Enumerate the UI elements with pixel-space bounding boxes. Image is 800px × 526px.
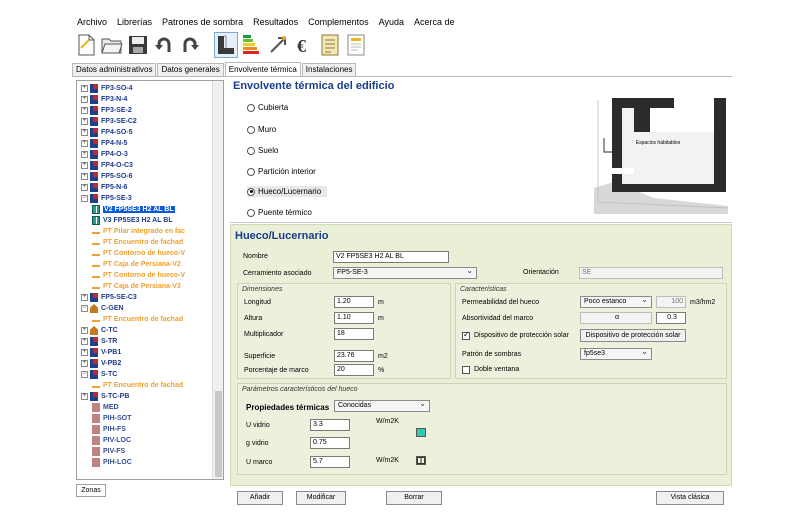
proteccion-solar-checkbox[interactable] [462,332,470,340]
tree-item[interactable]: − FP5-SE-3 [82,195,132,202]
radio-button[interactable] [247,168,255,176]
improvement-button[interactable] [266,32,290,58]
anadir-button[interactable]: Añadir [237,491,283,505]
building-section-diagram [594,98,728,214]
tree-item[interactable]: + S-TC-PB [82,393,130,400]
tree-item[interactable]: + FP3-SO-4 [82,85,133,92]
tree-item[interactable]: PT Encuentro de fachad [77,237,213,248]
absortividad-input[interactable]: 0.3 [656,312,686,324]
tree-item[interactable]: MED [77,402,213,413]
tree-item[interactable]: + FP3-N-4 [82,96,128,103]
wall-icon [90,139,98,148]
tree-item[interactable]: + FP5-SO-6 [82,173,133,180]
glass-swatch-icon[interactable] [416,428,426,437]
svg-text:€: € [297,36,306,55]
proteccion-solar-label: Dispositivo de protección solar [474,332,569,339]
propiedades-termicas-select[interactable]: Conocidas ⌄ [334,400,430,412]
arrow-up-right-icon [268,35,288,55]
energy-rating-button[interactable] [240,32,264,58]
tab-datos-generales[interactable]: Datos generales [157,63,223,76]
thermal-bridge-icon [92,287,100,289]
wall-icon [90,172,98,181]
roof-icon [90,326,98,335]
stair-core [622,108,634,168]
partition-icon [92,414,100,423]
u-marco-input[interactable]: 5.7 [310,456,350,468]
redo-button[interactable] [178,32,202,58]
absortividad-label: Absortividad del marco [462,315,534,322]
orientacion-input: SE [579,267,723,279]
superficie-unit: m2 [378,353,388,360]
superficie-input: 23.76 [334,350,374,362]
option-cubierta[interactable]: Cubierta [247,103,288,112]
radio-button[interactable] [247,104,255,112]
tree-item[interactable]: V3 FP5SE3 H2 AL BL [77,215,213,226]
tree-item[interactable]: PT Encuentro de fachad [77,314,213,325]
open-folder-button[interactable] [100,32,124,58]
tree-item[interactable]: + FP5-SE-C3 [82,294,137,301]
wall-icon [90,84,98,93]
wall-icon [90,95,98,104]
porcentaje-marco-input[interactable]: 20 [334,364,374,376]
thermal-bridge-icon [92,386,100,388]
hueco-form-panel [230,224,732,486]
open-folder-icon [101,35,123,55]
tree-item[interactable]: + FP5-N-6 [82,184,128,191]
building-geometry-button[interactable] [214,32,238,58]
option-muro[interactable]: Muro [247,125,276,134]
envelope-title: Envolvente térmica del edificio [233,80,395,92]
g-vidrio-input[interactable]: 0.75 [310,437,350,449]
building-profile-icon [216,34,236,56]
tree-item[interactable]: PT Contorno de hueco-V [77,248,213,259]
longitud-label: Longitud [244,299,271,306]
thermal-bridge-icon [92,232,100,234]
cerramiento-label: Cerramiento asociado [243,270,312,277]
wall-icon [90,117,98,126]
caracteristicas-group [455,283,727,379]
option-particion-interior[interactable]: Partición interior [247,167,316,176]
radio-button[interactable] [247,147,255,155]
undo-button[interactable] [152,32,176,58]
tree-scrollbar[interactable] [212,81,223,479]
partition-icon [92,403,100,412]
thermal-bridge-icon [92,243,100,245]
partition-icon [92,447,100,456]
wall-icon [90,161,98,170]
tree-item[interactable]: + FP4-O-C3 [82,162,133,169]
u-vidrio-label: U vidrio [246,422,270,429]
u-vidrio-unit: W/m2K [376,418,399,425]
tree-item[interactable]: + FP3-SE-2 [82,107,132,114]
dimensiones-legend: Dimensiones [242,286,283,293]
tab-instalaciones[interactable]: Instalaciones [302,63,357,76]
wall-icon [90,337,98,346]
main-tabs [72,62,357,76]
tab-zonas[interactable]: Zonas [76,484,106,497]
proteccion-solar-button[interactable]: Dispositivo de protección solar [580,329,686,342]
patron-sombras-label: Patrón de sombras [462,351,522,358]
tree-item[interactable]: PIV-FS [77,446,213,457]
radio-button[interactable] [247,126,255,134]
permeabilidad-label: Permeabilidad del hueco [462,299,540,306]
menu-archivo[interactable]: Archivo [77,17,108,27]
cost-button[interactable] [292,32,316,58]
tree-item[interactable]: + FP4-N-5 [82,140,128,147]
altura-label: Altura [244,315,263,322]
partition-icon [92,436,100,445]
tree-item[interactable]: + FP4-O-3 [82,151,128,158]
undo-icon [154,35,174,55]
new-file-icon [77,34,95,56]
wall-icon [90,128,98,137]
tree-item-selected[interactable]: V2 FP5SE3 H2 AL BL [77,204,213,215]
menu-patrones-sombra[interactable]: Patrones de sombra [162,17,244,27]
longitud-unit: m [378,299,384,306]
tab-envolvente-termica[interactable]: Envolvente térmica [225,62,301,76]
menu-acerca-de[interactable]: Acerca de [414,17,455,27]
wall-icon [90,370,98,379]
certificate-icon [347,34,365,56]
tree-item[interactable]: + C-TC [82,327,118,334]
tree-item[interactable]: − S-TC [82,371,118,378]
g-vidrio-label: g vidrio [246,440,269,447]
u-marco-label: U marco [246,459,273,466]
menu-complementos[interactable]: Complementos [308,17,369,27]
nombre-input[interactable]: V2 FP5SE3 H2 AL BL [333,251,449,263]
tree-scrollbar-thumb[interactable] [215,391,222,477]
cerramiento-select[interactable]: FP5-SE-3 ⌄ [333,267,477,279]
partition-icon [92,458,100,467]
tree-item[interactable]: PIH-SOT [77,413,213,424]
wall-icon [90,348,98,357]
euro-icon [294,35,314,55]
form-title: Hueco/Lucernario [235,230,329,242]
multiplicador-input[interactable]: 18 [334,328,374,340]
longitud-input[interactable]: 1.20 [334,296,374,308]
toolbar [72,31,404,59]
option-puente-termico[interactable]: Puente térmico [247,208,312,217]
tree-item[interactable]: PT Caja de Persiana-V3 [77,281,213,292]
caracteristicas-legend: Características [460,286,507,293]
permeabilidad-value: 100 [656,296,686,308]
doble-ventana-checkbox[interactable] [462,366,470,374]
thermal-bridge-icon [92,276,100,278]
window-icon [92,205,100,214]
lower-space [622,158,714,184]
porcentaje-marco-unit: % [378,367,385,374]
wall-icon [90,194,98,203]
porcentaje-marco-label: Porcentaje de marco [244,367,309,374]
radio-button-selected[interactable] [247,188,255,196]
wall-icon [90,106,98,115]
wall-icon [90,359,98,368]
tree-item[interactable]: − C-GEN [82,305,124,312]
tree-item[interactable]: PT Caja de Persiana-V2 [77,259,213,270]
wall-icon [90,392,98,401]
multiplicador-label: Multiplicador [244,331,284,338]
thermal-bridge-icon [92,265,100,267]
menu-librerias[interactable]: Librerías [117,17,153,27]
doble-ventana-label: Doble ventana [474,366,520,373]
tree-item[interactable]: PT Pilar integrado en fac [77,226,213,237]
wall-icon [90,150,98,159]
permeabilidad-unit: m3/hm2 [690,299,716,306]
orientacion-label: Orientación [523,269,559,276]
tree-item[interactable]: + FP3-SE-C2 [82,118,137,125]
diagram-label: Espacios habitables [635,140,681,146]
partition-icon [92,425,100,434]
parametros-group [237,383,727,475]
tree-item[interactable]: + FP4-SO-5 [82,129,133,136]
u-marco-unit: W/m2K [376,457,399,464]
tree-item[interactable]: PIH-FS [77,424,213,435]
vista-clasica-button[interactable]: Vista clásica [656,491,724,505]
superficie-label: Superficie [244,353,276,360]
menu-ayuda[interactable]: Ayuda [378,17,404,27]
tree-item[interactable]: PT Contorno de hueco-V [77,270,213,281]
dimensiones-group [237,283,451,379]
modificar-button[interactable]: Modificar [296,491,346,505]
energy-label-icon [242,34,262,56]
roof-icon [90,304,98,313]
permeabilidad-select[interactable]: Poco estanco ⌄ [580,296,652,308]
wall-icon [90,293,98,302]
propiedades-termicas-label: Propiedades térmicas [246,403,330,412]
menu-bar [72,14,460,30]
tree-item[interactable]: PIV-LOC [77,435,213,446]
altura-unit: m [378,315,384,322]
building-tree [76,80,224,480]
tree-item[interactable]: + S-TR [82,338,118,345]
option-suelo[interactable]: Suelo [247,146,278,155]
save-icon [128,35,148,55]
report-button[interactable] [318,32,342,58]
certificate-button[interactable] [344,32,368,58]
tree-item[interactable]: PIH-LOC [77,457,213,468]
radio-button[interactable] [247,209,255,217]
new-file-button[interactable] [74,32,98,58]
document-list-icon [321,34,339,56]
absortividad-alpha-button[interactable]: α [580,312,652,324]
altura-input[interactable]: 1.10 [334,312,374,324]
tab-datos-administrativos[interactable]: Datos administrativos [72,63,156,76]
tree-item[interactable]: + V-PB2 [82,360,122,367]
borrar-button[interactable]: Borrar [386,491,442,505]
parametros-legend: Parámetros característicos del hueco [242,386,358,393]
menu-resultados[interactable]: Resultados [253,17,299,27]
window-icon [92,216,100,225]
frame-swatch-icon[interactable] [416,456,426,465]
u-vidrio-input[interactable]: 3.3 [310,419,350,431]
tree-item[interactable]: PT Encuentro de fachad [77,380,213,391]
wall-icon [90,183,98,192]
nombre-label: Nombre [243,253,268,260]
thermal-bridge-icon [92,320,100,322]
tree-item[interactable]: + V-PB1 [82,349,122,356]
thermal-bridge-icon [92,254,100,256]
save-button[interactable] [126,32,150,58]
redo-icon [180,35,200,55]
option-hueco-lucernario[interactable]: Hueco/Lucernario [247,186,327,197]
patron-sombras-select[interactable]: fp5se3 ⌄ [580,348,652,360]
